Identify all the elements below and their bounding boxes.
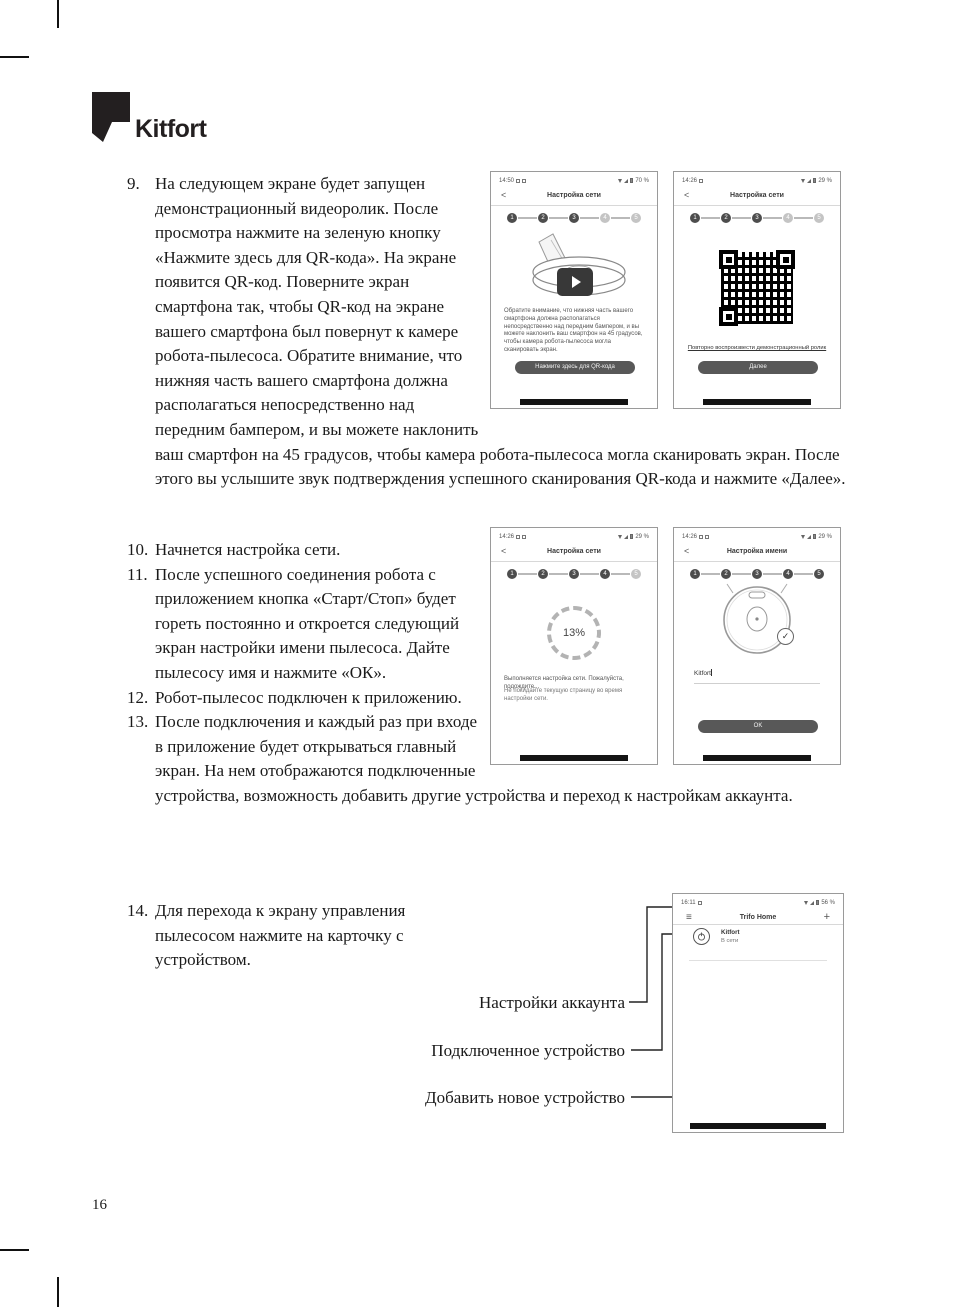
divider [674, 205, 840, 206]
app-bar [674, 189, 840, 202]
screenshot-network-setup-video [490, 171, 658, 409]
app-bar [674, 545, 840, 558]
kitfort-logo-text: Kitfort [135, 115, 207, 143]
status-bar [499, 176, 649, 185]
device-status: В сети [721, 938, 739, 944]
battery-icon [813, 178, 817, 184]
status-bar [682, 532, 832, 541]
check-icon: ✓ [781, 631, 790, 641]
home-indicator [690, 1123, 826, 1129]
home-indicator [520, 755, 628, 761]
screen-title: Настройка сети [730, 192, 784, 199]
qr-finder-pattern [776, 250, 795, 269]
wifi-icon [801, 179, 805, 183]
step-dot-1: 1 [507, 213, 517, 223]
robot-vacuum-svg [707, 576, 807, 660]
step-dot-3: 3 [569, 213, 579, 223]
step-dot-2: 2 [721, 213, 731, 223]
list-item-11-text: После успешного соединения робота с приложением кнопка «Старт/Стоп» будет гореть постоянно и откроется следующий экран настройки имени пылесоса. Дайте пылесосу имя и нажмите «ОК». [155, 564, 460, 682]
callout-connected-device: Подключенное устройство [431, 1041, 625, 1060]
step-dot-4: 4 [600, 569, 610, 579]
menu-icon[interactable]: ≡ [686, 912, 692, 923]
battery-icon [813, 534, 817, 540]
list-item-14 [127, 899, 479, 973]
divider [674, 561, 840, 562]
step-dot-2: 2 [538, 213, 548, 223]
setup-stepper [507, 569, 641, 579]
step-dot-1: 1 [507, 569, 517, 579]
status-bar [499, 532, 649, 541]
power-icon [693, 928, 710, 945]
page-number: 16 [92, 1197, 107, 1213]
notification-icon [522, 535, 526, 539]
step-dot-4: 4 [783, 213, 793, 223]
screenshot-network-setup-progress [490, 527, 658, 765]
home-indicator [703, 399, 811, 405]
kitfort-logo-icon [92, 92, 130, 144]
signal-icon [624, 179, 628, 183]
wifi-icon [618, 179, 622, 183]
callout-add-device: Добавить новое устройство [424, 1088, 625, 1107]
status-bar [681, 898, 835, 907]
battery-percent: 56 % [821, 899, 835, 906]
list-item-9-number: 9. [127, 174, 140, 193]
screen-title: Настройка сети [547, 192, 601, 199]
ok-button[interactable]: OK [698, 720, 818, 733]
battery-percent: 29 % [635, 533, 649, 540]
qr-finder-pattern [719, 307, 738, 326]
device-card[interactable] [689, 924, 827, 958]
instruction-text: Обратите внимание, что нижняя часть вашего смартфона должна располагаться непосредственно над передним бампером, и вы можете наклонить ваш смартфон на 45 градусов, чтобы камера робота-пылесоса могла сканировать экран. [504, 308, 643, 353]
step-dot-5: 5 [814, 213, 824, 223]
callout-account-settings: Настройки аккаунта [479, 993, 625, 1012]
app-bar [491, 545, 657, 558]
notification-icon [699, 179, 703, 183]
step-dot-3: 3 [752, 213, 762, 223]
screenshot-name-setup [673, 527, 841, 765]
step-dot-1: 1 [690, 569, 700, 579]
kitfort-logo [92, 92, 206, 144]
step-dot-1: 1 [690, 213, 700, 223]
list-item-10-text: Начнется настройка сети. [155, 540, 341, 559]
screen-title: Trifo Home [739, 914, 777, 921]
back-button[interactable]: < [501, 546, 507, 556]
screen-title: Настройка имени [726, 548, 788, 555]
list-item-14-text: Для перехода к экрану управления пылесосом нажмите на карточку с устройством. [155, 901, 406, 970]
list-item-12-text: Робот-пылесос подключен к приложению. [155, 687, 462, 707]
crop-mark-left-bottom [0, 1249, 29, 1251]
device-name: Kitfort [721, 929, 740, 936]
clock-time: 16:11 [681, 899, 696, 906]
replay-demo-link[interactable]: Повторно воспроизвести демонстрационный ролик [687, 345, 827, 351]
back-button[interactable]: < [501, 190, 507, 200]
list-item-13-number: 13. [127, 712, 149, 732]
battery-percent: 29 % [818, 533, 832, 540]
step-dot-4: 4 [783, 569, 793, 579]
list-item-12-number: 12. [127, 687, 149, 707]
app-bar [673, 911, 843, 924]
qr-code [719, 250, 795, 326]
battery-percent: 70 % [635, 177, 649, 184]
signal-icon [807, 179, 811, 183]
notification-icon [516, 179, 520, 183]
progress-ring [547, 606, 601, 660]
step-dot-4: 4 [600, 213, 610, 223]
divider [491, 205, 657, 206]
text-cursor [711, 669, 712, 676]
home-indicator [703, 755, 811, 761]
crop-mark-left-top [0, 56, 29, 58]
progress-warning-text: Не покидайте текущую страницу во время настройки сети. [504, 688, 623, 702]
play-button[interactable] [557, 268, 593, 296]
wifi-icon [801, 535, 805, 539]
crop-mark-bottom [57, 1277, 59, 1307]
notification-icon [705, 535, 709, 539]
battery-icon [630, 178, 634, 184]
vacuum-name-value: Kitfort [694, 670, 711, 677]
step-dot-2: 2 [721, 569, 731, 579]
list-item-14-number: 14. [127, 901, 149, 920]
step-dot-3: 3 [569, 569, 579, 579]
notification-icon [698, 901, 702, 905]
home-indicator [520, 399, 628, 405]
battery-percent: 29 % [818, 177, 832, 184]
robot-vacuum-topview-illustration [674, 576, 840, 665]
clock-time: 14:26 [499, 533, 515, 540]
step-dot-5: 5 [631, 569, 641, 579]
signal-icon [810, 901, 814, 905]
screenshot-trifo-home [672, 893, 844, 1133]
divider [689, 960, 827, 961]
back-button[interactable]: < [684, 546, 690, 556]
progress-percent: 13% [562, 627, 586, 639]
notification-icon [522, 179, 526, 183]
status-bar [682, 176, 832, 185]
battery-icon [630, 534, 634, 540]
notification-icon [699, 535, 703, 539]
progress-status-text: Выполняется настройка сети. Пожалуйста, подождите... [504, 676, 624, 690]
wifi-icon [618, 535, 622, 539]
wifi-icon [804, 901, 808, 905]
signal-icon [807, 535, 811, 539]
app-bar [491, 189, 657, 202]
vacuum-name-input[interactable] [694, 669, 820, 684]
demo-video[interactable] [491, 228, 657, 306]
crop-mark-top [57, 0, 59, 28]
step-dot-5: 5 [814, 569, 824, 579]
next-button[interactable]: Далее [698, 361, 818, 374]
clock-time: 14:26 [682, 533, 698, 540]
clock-time: 14:50 [499, 177, 515, 184]
step-dot-2: 2 [538, 569, 548, 579]
setup-stepper [690, 213, 824, 223]
list-item-13-text: После подключения и каждый раз при входе в приложение будет открываться главный экран. На нем отображаются подключенные устройства, возможность добавить другие устройства и переход к настройкам аккаунта. [155, 712, 793, 805]
screen-title: Настройка сети [547, 548, 601, 555]
step-dot-5: 5 [631, 213, 641, 223]
check-badge [777, 628, 794, 645]
add-device-icon[interactable]: + [823, 911, 830, 923]
notification-icon [516, 535, 520, 539]
step-dot-3: 3 [752, 569, 762, 579]
play-icon [572, 276, 581, 288]
signal-icon [624, 535, 628, 539]
setup-stepper [507, 213, 641, 223]
screenshot-network-setup-qr [673, 171, 841, 409]
divider [491, 561, 657, 562]
section-item-14 [127, 899, 479, 973]
battery-icon [816, 900, 820, 906]
qr-finder-pattern [719, 250, 738, 269]
list-item-9-text: На следующем экране будет запущен демонстрационный видеоролик. После просмотра нажмите на зеленую кнопку «Нажмите здесь для QR-кода». На экране появится QR-код. Поверните экран смартфона так, чтобы QR-код на экране вашего смартфона был повернут к камере робота-пылесоса. Обратите внимание, что нижняя часть вашего смартфона должна располагаться непосредственно над передним бампером, и вы можете наклонить ваш смартфон на 45 градусов, чтобы камера робота-пылесоса могла сканировать экран. После этого вы услышите звук подтверждения успешного сканирования QR-кода и нажмите «Далее». [155, 174, 846, 489]
list-item-10-number: 10. [127, 540, 149, 559]
list-item-11-number: 11. [127, 564, 148, 584]
qr-code-button[interactable]: Нажмите здесь для QR-кода [515, 361, 635, 374]
back-button[interactable]: < [684, 190, 690, 200]
clock-time: 14:26 [682, 177, 698, 184]
